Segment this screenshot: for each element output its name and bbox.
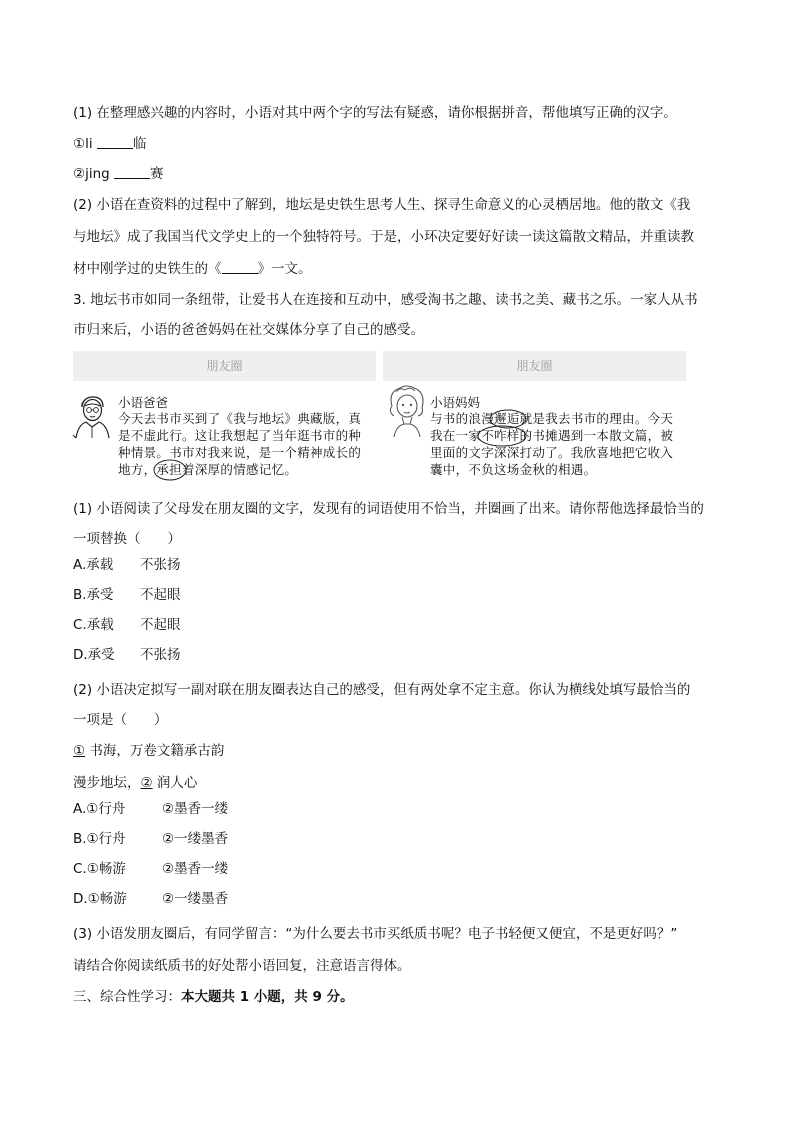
option-a-3-2[interactable]: [73, 800, 229, 818]
mom-post-line-1: [430, 411, 673, 427]
option-a-3-1[interactable]: [73, 556, 181, 574]
question-1-intro: (1) 在整理感兴趣的内容时，小语对其中两个字的写法有疑惑，请你根据拼音，帮他填写正确的汉字。: [73, 105, 677, 121]
q2-line-3-suffix: 》一文。: [257, 261, 312, 277]
dad-post-line-4-prefix: 地方，: [118, 462, 157, 477]
dad-name: 小语爸爸: [118, 395, 169, 410]
option-label: D.①畅游: [73, 891, 127, 907]
couplet-blank-1: ①: [73, 743, 86, 759]
question-3-3-line-1: (3) 小语发朋友圈后，有同学留言：“为什么要去书市买纸质书呢？电子书轻便又便宜，不是更好吗？”: [73, 926, 678, 942]
question-1-item-2: [73, 164, 164, 183]
mom-name: 小语妈妈: [430, 395, 481, 410]
option-word: 不张扬: [140, 557, 181, 573]
blank-1[interactable]: [97, 134, 133, 149]
couplet-line-1: [73, 742, 224, 760]
option-c-3-1[interactable]: [73, 616, 181, 634]
couplet-line-2-text: 润人心: [152, 775, 198, 791]
item-1-char: 临: [132, 136, 147, 152]
couplet-line-2-prefix: 漫步地坛，: [73, 775, 141, 791]
question-3-1-line-1: (1) 小语阅读了父母发在朋友圈的文字，发现有的词语使用不恰当，并圈画了出来。请你帮他选择最恰当的: [73, 501, 704, 517]
option-label: A.①行舟: [73, 801, 126, 817]
mom-line-1-prefix: 与书的浪漫: [430, 411, 495, 426]
question-3-2-line-1: (2) 小语决定拟写一副对联在朋友圈表达自己的感受，但有两处拿不定主意。你认为横线处填写最恰当的: [73, 682, 691, 698]
section-3-info: 本大题共 1 小题，共 9 分。: [181, 989, 354, 1005]
mom-line-2-suffix: 的书摊遇到一本散文篇，被: [519, 428, 674, 443]
mom-avatar-icon: [384, 384, 428, 438]
mom-line-2-prefix: 我在一家: [430, 428, 482, 443]
question-2-line-2: 与地坛》成了我国当代文学史上的一个独特符号。于是，小环决定要好好读一读这篇散文精品，并重读教: [73, 229, 694, 245]
option-label: C.①畅游: [73, 861, 126, 877]
option-word: 不起眼: [140, 617, 181, 633]
option-word: ②墨香一缕: [162, 801, 229, 817]
question-3-line-1: 3. 地坛书市如同一条纽带，让爱书人在连接和互动中，感受淘书之趣、读书之美、藏书之乐。一家人从书: [73, 292, 698, 308]
item-2-char: 赛: [150, 166, 164, 182]
option-label: B.①行舟: [73, 831, 126, 847]
section-3-prefix: 三、综合性学习：: [73, 989, 181, 1005]
dad-circle-mark-icon: [152, 458, 188, 482]
option-word: ②墨香一缕: [162, 861, 229, 877]
dad-post-line-2: 是不虚此行。这让我想起了当年逛书市的种: [118, 428, 362, 443]
mom-circled-word-2: [481, 428, 519, 443]
couplet-blank-2: ②: [140, 775, 153, 791]
option-word: ②一缕墨香: [162, 891, 229, 907]
option-word: ②一缕墨香: [162, 831, 229, 847]
dad-circled-word: [156, 462, 182, 477]
option-label: C.承载: [73, 617, 114, 633]
option-label: B.承受: [73, 587, 114, 603]
question-3-line-2: 市归来后，小语的爸爸妈妈在社交媒体分享了自己的感受。: [73, 322, 424, 338]
mom-circled-text-1: 邂逅: [494, 411, 520, 426]
question-3-1-line-2: 一项替换（ ）: [73, 531, 181, 547]
mom-post-line-3: 里面的文字深深打动了。我欣喜地把它收入: [430, 445, 674, 460]
option-word: 不张扬: [140, 647, 181, 663]
mom-circled-text-2: 不咋样: [481, 428, 520, 443]
moments-header-right: 朋友圈: [383, 351, 686, 381]
option-b-3-2[interactable]: [73, 830, 229, 848]
question-1-item-1: [73, 134, 146, 153]
mom-post-line-4: 囊中，不负这场金秋的相遇。: [430, 462, 597, 477]
mom-post-line-2: [430, 428, 673, 444]
item-1-pinyin: ①li: [73, 136, 97, 152]
item-2-pinyin: ②jing: [73, 166, 115, 182]
option-label: D.承受: [73, 647, 115, 663]
option-d-3-2[interactable]: [73, 890, 229, 908]
question-2-line-3: [73, 259, 312, 278]
dad-post-line-4: [118, 462, 297, 478]
section-3-heading: [73, 988, 354, 1006]
option-label: A.承载: [73, 557, 114, 573]
moments-header-left: 朋友圈: [73, 351, 376, 381]
option-d-3-1[interactable]: [73, 646, 181, 664]
mom-line-1-suffix: 就是我去书市的理由。今天: [519, 411, 674, 426]
q2-line-3-prefix: 材中刚学过的史铁生的《: [73, 261, 222, 277]
option-word: 不起眼: [140, 587, 181, 603]
dad-avatar-icon: [72, 393, 112, 439]
couplet-line-2: [73, 774, 197, 792]
blank-title[interactable]: [222, 259, 258, 274]
question-3-2-line-2: 一项是（ ）: [73, 712, 168, 728]
option-b-3-1[interactable]: [73, 586, 181, 604]
dad-circled-text: 承担: [156, 462, 183, 477]
dad-post-line-1: 今天去书市买到了《我与地坛》典藏版，真: [118, 411, 362, 426]
dad-post-line-3: 种情景。书市对我来说，是一个精神成长的: [118, 445, 362, 460]
question-2-line-1: (2) 小语在查资料的过程中了解到，地坛是史铁生思考人生、探寻生命意义的心灵栖居地。他的散文《我: [73, 197, 691, 213]
question-3-3-line-2: 请结合你阅读纸质书的好处帮小语回复，注意语言得体。: [73, 958, 411, 974]
couplet-line-1-text: 书海，万卷文籍承古韵: [85, 743, 225, 759]
blank-2[interactable]: [114, 164, 150, 179]
option-c-3-2[interactable]: [73, 860, 229, 878]
dad-post-line-4-suffix: 着深厚的情感记忆。: [182, 462, 298, 477]
